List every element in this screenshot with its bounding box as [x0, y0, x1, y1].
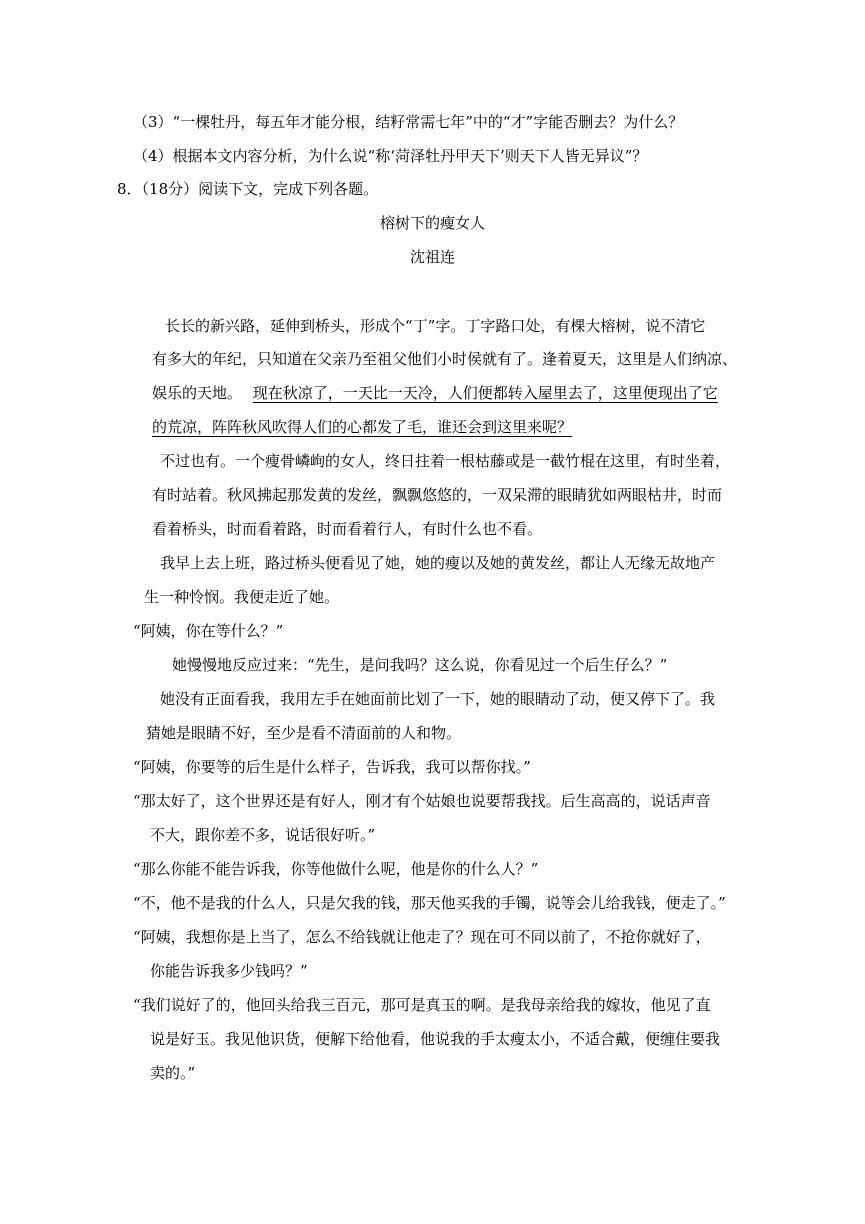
- p2-line-1: 不过也有。一个瘦骨嶙峋的女人，终日拄着一根枯藤或是一截竹棍在这里，有时坐着，: [160, 452, 731, 470]
- dialogue-2: 她慢慢地反应过来：“先生，是问我吗？这么说，你看见过一个后生仔么？”: [172, 656, 668, 674]
- p1-line-3-plain: 娱乐的天地。: [152, 384, 243, 402]
- p4-line-1: 她没有正面看我，我用左手在她面前比划了一下，她的眼睛动了动，便又停下了。我: [160, 690, 716, 708]
- p1-line-1: 长长的新兴路，延伸到桥头，形成个“丁”字。丁字路口处，有棵大榕树，说不清它: [165, 317, 706, 335]
- dialogue-8-line-2: 说是好玉。我见他识货，便解下给他看，他说我的手太瘦太小，不适合戴，便缠住要我: [150, 1030, 721, 1048]
- p1-underlined-sentence-b: 的荒凉，阵阵秋风吹得人们的心都发了毛，谁还会到这里来呢？: [152, 418, 573, 436]
- dialogue-8-line-3: 卖的。”: [150, 1064, 196, 1082]
- question-8-heading: 8．（18分）阅读下文，完成下列各题。: [117, 180, 379, 198]
- article-author: 沈祖连: [409, 248, 455, 266]
- dialogue-6: “不，他不是我的什么人，只是欠我的钱，那天他买我的手镯，说等会儿给我钱，便走了。”: [133, 894, 726, 912]
- p2-line-3: 看着桥头，时而看着路，时而看着行人，有时什么也不看。: [152, 520, 543, 538]
- dialogue-7-line-1: “阿姨，我想你是上当了，怎么不给钱就让他走了？现在可不同以前了，不抢你就好了，: [133, 928, 711, 946]
- question-3: （3）“一棵牡丹，每五年才能分根，结籽常需七年”中的“才”字能否删去？为什么？: [133, 113, 684, 131]
- dialogue-5: “那么你能不能告诉我，你等他做什么呢，他是你的什么人？”: [133, 860, 539, 878]
- p1-line-3: [152, 383, 718, 403]
- p3-line-2: 生一种怜悯。我便走近了她。: [144, 588, 340, 606]
- dialogue-4-line-1: “那太好了，这个世界还是有好人，刚才有个姑娘也说要帮我找。后生高高的，说话声音: [133, 792, 711, 810]
- article-title: 榕树下的瘦女人: [379, 214, 485, 232]
- p2-line-2: 有时站着。秋风拂起那发黄的发丝，飘飘悠悠的，一双呆滞的眼睛犹如两眼枯井，时而: [152, 486, 723, 504]
- p4-line-2: 猜她是眼睛不好，至少是看不清面前的人和物。: [146, 724, 462, 742]
- dialogue-7-line-2: 你能告诉我多少钱吗？”: [150, 962, 308, 980]
- dialogue-1: “阿姨，你在等什么？”: [133, 622, 284, 640]
- dialogue-4-line-2: 不大，跟你差不多，说话很好听。”: [150, 826, 376, 844]
- p3-line-1: 我早上去上班，路过桥头便看见了她，她的瘦以及她的黄发丝，都让人无缘无故地产: [160, 554, 716, 572]
- p1-underlined-sentence-a: 现在秋凉了，一天比一天冷，人们便都转入屋里去了，这里便现出了它: [252, 384, 718, 402]
- dialogue-3: “阿姨，你要等的后生是什么样子，告诉我，我可以帮你找。”: [133, 758, 531, 776]
- p1-line-2: 有多大的年纪，只知道在父亲乃至祖父他们小时侯就有了。逢着夏天，这里是人们纳凉、: [152, 350, 738, 368]
- question-4: （4）根据本文内容分析，为什么说“称‘菏泽牡丹甲天下’则天下人皆无异议”？: [133, 147, 648, 165]
- dialogue-8-line-1: “我们说好了的，他回头给我三百元，那可是真玉的啊。是我母亲给我的嫁妆，他见了直: [133, 996, 711, 1014]
